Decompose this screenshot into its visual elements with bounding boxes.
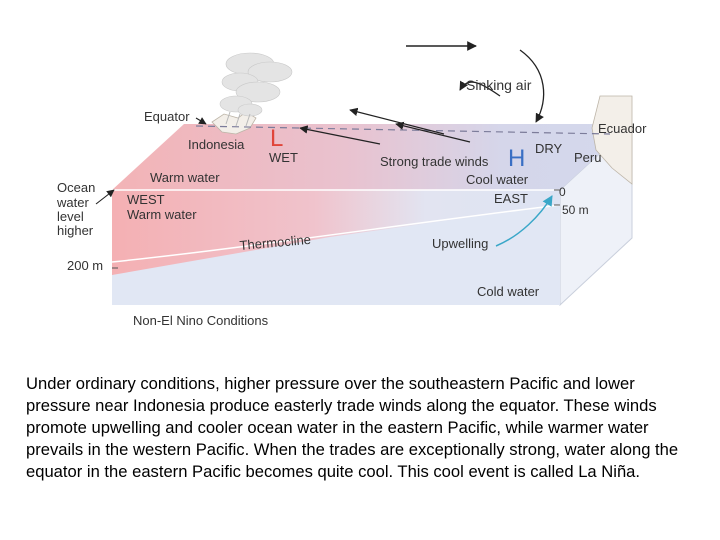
- trade-winds-label: Strong trade winds: [380, 154, 489, 169]
- sea-level-label-line-4: higher: [57, 223, 94, 238]
- ecuador-label: Ecuador: [598, 121, 647, 136]
- sea-level-label-line-1: Ocean: [57, 180, 96, 195]
- cold-water-label: Cold water: [477, 284, 540, 299]
- sinking-air-label: Sinking air: [466, 77, 532, 93]
- equator-label: Equator: [144, 109, 190, 124]
- cool-water-label: Cool water: [466, 172, 529, 187]
- sea-level-pointer-arrow: [96, 190, 114, 204]
- wet-label: WET: [269, 150, 298, 165]
- equator-pointer-arrow: [196, 118, 206, 124]
- diagram-caption: Under ordinary conditions, higher pressure over the southeastern Pacific and lower pressure near Indonesia produce easterly trade winds along the equator. These winds promote upwelling and cooler ocean water in the eastern Pacific, while warmer water prevails in the western Pacific. When the trades are exceptionally strong, water along the equator in the eastern Pacific becomes quite cool. This cool event is called La Niña.: [26, 374, 679, 481]
- low-pressure-marker: L: [270, 125, 284, 152]
- thermocline-label: Thermocline: [238, 231, 312, 253]
- conditions-title: Non-El Nino Conditions: [133, 313, 269, 328]
- east-label: EAST: [494, 191, 528, 206]
- depth-50-label: 50 m: [562, 203, 589, 217]
- indonesia-label: Indonesia: [188, 137, 245, 152]
- high-pressure-marker: H: [508, 145, 526, 172]
- sea-level-label-line-3: level: [57, 209, 84, 224]
- cloud-icon: [220, 53, 292, 116]
- dry-label: DRY: [535, 141, 563, 156]
- west-warm-water-label: Warm water: [127, 207, 197, 222]
- peru-label: Peru: [574, 150, 602, 165]
- depth-0-label: 0: [559, 185, 566, 199]
- upwelling-label: Upwelling: [432, 236, 489, 251]
- depth-200-label: 200 m: [67, 258, 104, 273]
- warm-water-surface-label: Warm water: [150, 170, 220, 185]
- sea-level-label-line-2: water: [57, 195, 89, 210]
- west-label: WEST: [127, 192, 165, 207]
